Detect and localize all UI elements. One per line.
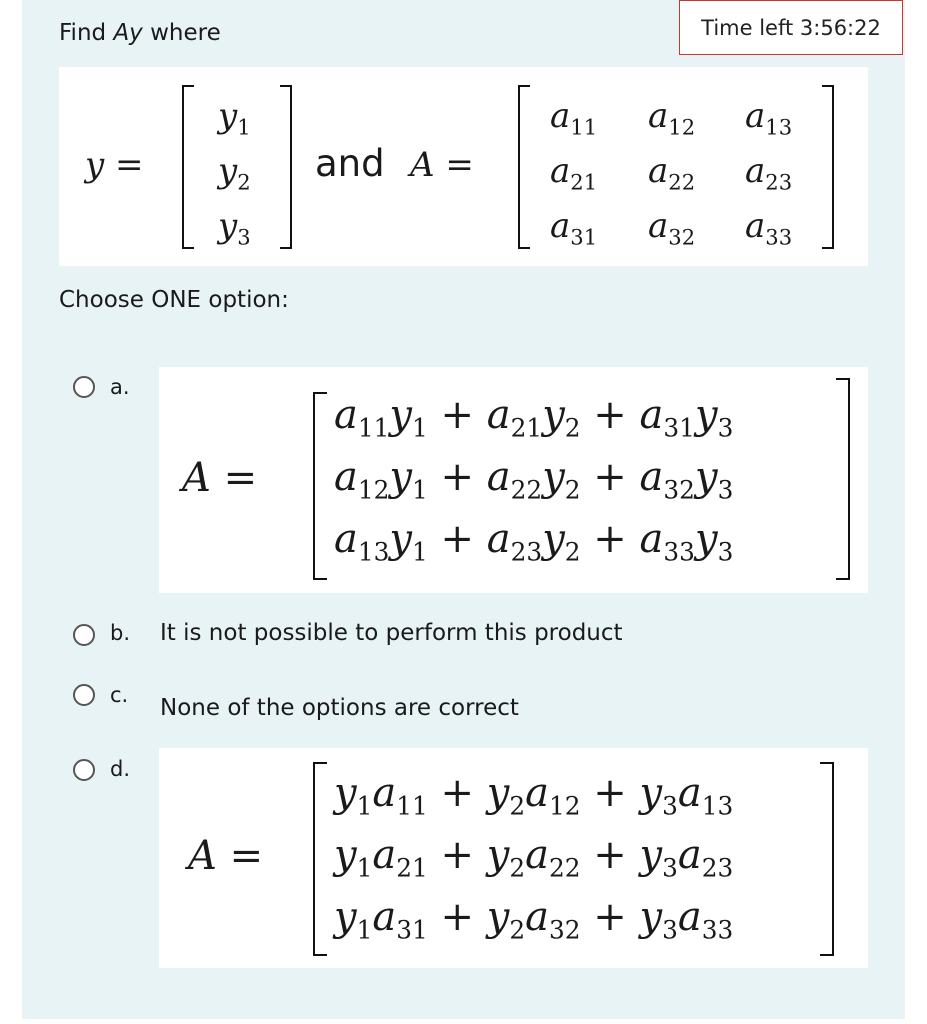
term-a23: $a_{23}$ bbox=[486, 516, 543, 567]
term-a13: $a_{13}$ bbox=[745, 96, 793, 140]
term-y1: $y_1$ bbox=[334, 832, 373, 883]
term-y3: $y_3$ bbox=[639, 770, 678, 821]
term-a13: $a_{13}$ bbox=[677, 770, 734, 821]
term-y1: $y_1$ bbox=[389, 516, 428, 567]
term-a32: $a_{32}$ bbox=[525, 894, 581, 945]
A-matrix-entry bbox=[648, 151, 695, 194]
term-a12: $a_{12}$ bbox=[648, 96, 696, 140]
plus-operator: + bbox=[427, 832, 487, 878]
option-a-lhs: A = bbox=[182, 455, 258, 501]
prompt-prefix: Find bbox=[59, 20, 114, 46]
option-d-radio[interactable] bbox=[73, 759, 95, 781]
option-c-text[interactable]: None of the options are correct bbox=[160, 695, 519, 721]
term-a21: $a_{21}$ bbox=[550, 151, 598, 195]
term-y2: $y_2$ bbox=[486, 832, 526, 883]
term-a11: $a_{11}$ bbox=[550, 96, 598, 140]
option-d-left-bracket bbox=[313, 762, 327, 956]
plus-operator: + bbox=[580, 392, 640, 438]
term-y1: $y_1$ bbox=[389, 454, 428, 505]
term-a12: $a_{12}$ bbox=[334, 454, 390, 505]
term-a33: $a_{33}$ bbox=[677, 894, 734, 945]
plus-operator: + bbox=[427, 770, 487, 816]
term-a31: $a_{31}$ bbox=[639, 392, 695, 443]
option-d-right-bracket bbox=[820, 762, 834, 956]
term-y3: $y_3$ bbox=[639, 832, 678, 883]
term-a22: $a_{22}$ bbox=[648, 151, 696, 195]
A-matrix-entry bbox=[745, 96, 792, 139]
option-a-right-bracket bbox=[836, 378, 850, 580]
term-a31: $a_{31}$ bbox=[550, 206, 598, 250]
term-y2: $y_2$ bbox=[486, 894, 526, 945]
y-vector-entry bbox=[218, 151, 251, 194]
A-matrix-entry bbox=[745, 206, 792, 249]
term-y1: $y_1$ bbox=[334, 770, 373, 821]
term-a32: $a_{32}$ bbox=[648, 206, 696, 250]
term-a23: $a_{23}$ bbox=[677, 832, 734, 883]
term-y1: $y_1$ bbox=[334, 894, 373, 945]
choose-instruction: Choose ONE option: bbox=[59, 287, 289, 313]
option-b-text[interactable]: It is not possible to perform this product bbox=[160, 620, 623, 646]
option-b-radio[interactable] bbox=[73, 624, 95, 646]
term-y3: $y_3$ bbox=[694, 516, 734, 567]
A-matrix-entry bbox=[648, 206, 695, 249]
A-matrix-entry bbox=[550, 151, 597, 194]
y-label: y = bbox=[85, 145, 144, 185]
term-a21: $a_{21}$ bbox=[486, 392, 543, 443]
plus-operator: + bbox=[580, 454, 640, 500]
prompt-expression: Ay bbox=[113, 20, 143, 46]
A-label: A = bbox=[410, 145, 474, 185]
option-a-row bbox=[334, 392, 733, 443]
A-matrix-entry bbox=[550, 206, 597, 249]
term-y2: $y_2$ bbox=[218, 151, 251, 195]
option-d-row bbox=[334, 832, 733, 883]
plus-operator: + bbox=[427, 894, 487, 940]
plus-operator: + bbox=[580, 770, 640, 816]
term-a13: $a_{13}$ bbox=[334, 516, 390, 567]
term-y3: $y_3$ bbox=[694, 392, 734, 443]
and-text: and bbox=[315, 142, 385, 185]
y-vector-entry bbox=[218, 206, 251, 249]
option-d-letter: d. bbox=[110, 757, 131, 781]
term-a11: $a_{11}$ bbox=[334, 392, 390, 443]
plus-operator: + bbox=[427, 516, 487, 562]
plus-operator: + bbox=[427, 454, 487, 500]
term-a11: $a_{11}$ bbox=[372, 770, 428, 821]
term-y3: $y_3$ bbox=[218, 206, 251, 250]
option-d-row bbox=[334, 894, 733, 945]
option-c-letter: c. bbox=[110, 683, 129, 707]
term-y3: $y_3$ bbox=[639, 894, 678, 945]
term-y2: $y_2$ bbox=[542, 454, 581, 505]
question-prompt bbox=[59, 20, 221, 46]
prompt-suffix: where bbox=[142, 20, 221, 46]
y-vector-left-bracket bbox=[182, 85, 194, 249]
term-y2: $y_2$ bbox=[486, 770, 526, 821]
option-a-row bbox=[334, 516, 733, 567]
term-y1: $y_1$ bbox=[389, 392, 428, 443]
A-matrix-entry bbox=[648, 96, 695, 139]
option-b-letter: b. bbox=[110, 621, 131, 645]
option-a-row bbox=[334, 454, 733, 505]
option-a-radio[interactable] bbox=[73, 376, 95, 398]
option-a-left-bracket bbox=[313, 392, 327, 580]
term-a33: $a_{33}$ bbox=[639, 516, 695, 567]
option-d-lhs: A = bbox=[188, 833, 264, 879]
A-matrix-left-bracket bbox=[518, 85, 530, 249]
term-a22: $a_{22}$ bbox=[486, 454, 543, 505]
option-a-letter: a. bbox=[110, 375, 130, 399]
term-a23: $a_{23}$ bbox=[745, 151, 793, 195]
A-matrix-entry bbox=[550, 96, 597, 139]
term-a22: $a_{22}$ bbox=[525, 832, 581, 883]
plus-operator: + bbox=[427, 392, 487, 438]
time-left-text: Time left 3:56:22 bbox=[701, 15, 881, 40]
plus-operator: + bbox=[580, 516, 640, 562]
term-a21: $a_{21}$ bbox=[372, 832, 428, 883]
option-c-radio[interactable] bbox=[73, 684, 95, 706]
y-vector-entry bbox=[218, 96, 251, 139]
term-a12: $a_{12}$ bbox=[525, 770, 581, 821]
A-matrix-right-bracket bbox=[822, 85, 834, 249]
time-left-badge bbox=[679, 0, 903, 55]
term-y2: $y_2$ bbox=[542, 392, 581, 443]
plus-operator: + bbox=[580, 832, 640, 878]
term-a32: $a_{32}$ bbox=[639, 454, 695, 505]
term-y2: $y_2$ bbox=[542, 516, 581, 567]
term-y1: $y_1$ bbox=[218, 96, 251, 140]
plus-operator: + bbox=[580, 894, 640, 940]
A-matrix-entry bbox=[745, 151, 792, 194]
option-d-row bbox=[334, 770, 733, 821]
term-a33: $a_{33}$ bbox=[745, 206, 793, 250]
term-y3: $y_3$ bbox=[694, 454, 734, 505]
y-vector-right-bracket bbox=[280, 85, 292, 249]
term-a31: $a_{31}$ bbox=[372, 894, 428, 945]
